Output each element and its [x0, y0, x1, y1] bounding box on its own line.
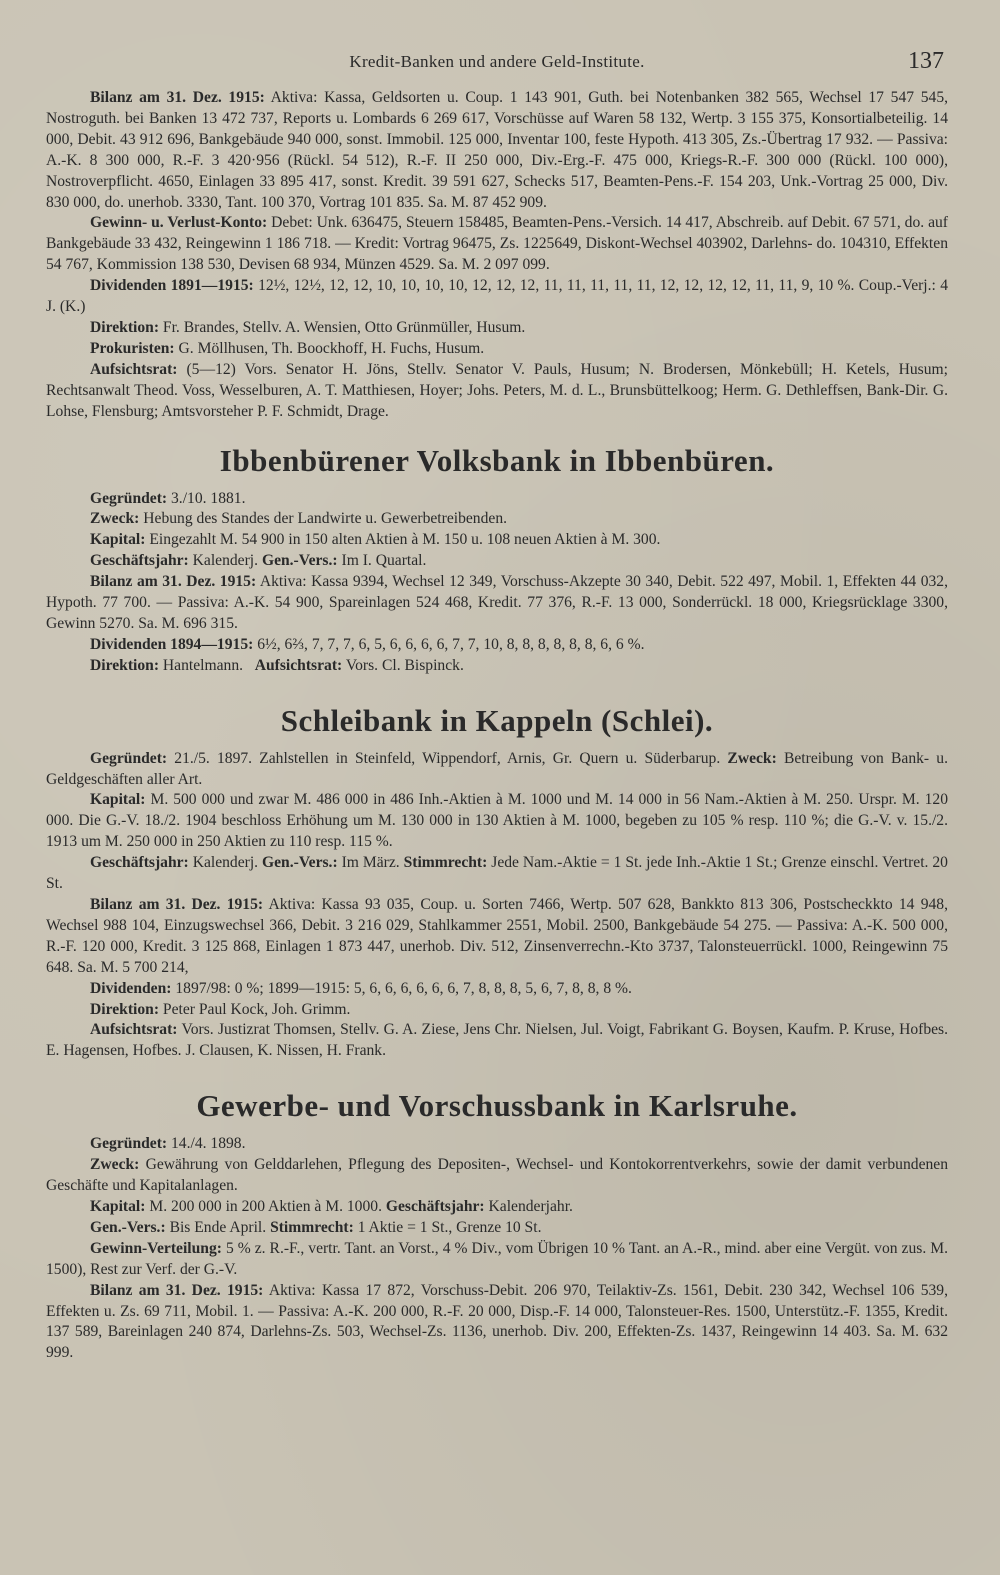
- entry-ibbenbueren: [46, 443, 948, 677]
- bilanz-label: Bilanz am 31. Dez. 1915:: [90, 1281, 264, 1299]
- zweck-paragraph: [46, 509, 948, 530]
- kapital-text: Eingezahlt M. 54 900 in 150 alten Aktien à M. 150 u. 108 neuen Aktien à M. 300.: [149, 531, 661, 549]
- entry-heading: Schleibank in Kappeln (Schlei).: [280, 702, 714, 738]
- dividenden-label: Dividenden:: [90, 979, 172, 997]
- genvers-text: Bis Ende April.: [169, 1218, 267, 1236]
- bilanz-paragraph: [46, 572, 948, 635]
- direktion-label: Direktion:: [90, 318, 160, 336]
- bilanz-label: Bilanz am 31. Dez. 1915:: [90, 573, 257, 591]
- kapital-label: Kapital:: [90, 1197, 146, 1215]
- guv-paragraph: [46, 213, 948, 276]
- gegruendet-text: 3./10. 1881.: [171, 489, 246, 507]
- entry-heading: Ibbenbürener Volksbank in Ibbenbüren.: [219, 442, 775, 478]
- kapital-paragraph: [46, 1197, 948, 1218]
- geschaeftsjahr-text: Kalenderj.: [192, 854, 259, 872]
- zweck-paragraph: [46, 1155, 948, 1197]
- bilanz-label: Bilanz am 31. Dez. 1915:: [90, 89, 265, 106]
- direktion-label: Direktion:: [90, 656, 160, 674]
- dividenden-paragraph: [46, 635, 948, 656]
- prokuristen-text: G. Möllhusen, Th. Boockhoff, H. Fuchs, Husum.: [178, 339, 485, 357]
- gegruendet-label: Gegründet:: [90, 489, 168, 507]
- page-number: 137: [908, 48, 944, 74]
- genvers-label: Gen.-Vers.:: [262, 854, 338, 872]
- gegruendet-label: Gegründet:: [90, 749, 168, 767]
- kapital-label: Kapital:: [90, 791, 146, 809]
- stimmrecht-label: Stimmrecht:: [403, 854, 488, 872]
- geschaeftsjahr-label: Geschäftsjahr:: [90, 552, 189, 570]
- running-head-title: Kredit-Banken und andere Geld-Institute.: [349, 52, 645, 71]
- dividenden-text: 6½, 6⅔, 7, 7, 7, 6, 5, 6, 6, 6, 6, 7, 7, 10, 8, 8, 8, 8, 8, 8, 6, 6 %.: [257, 635, 645, 653]
- zweck-label: Zweck:: [90, 1156, 140, 1174]
- gegruendet-paragraph: [46, 489, 948, 510]
- direktion-text: Hantelmann.: [162, 656, 244, 674]
- guv-label: Gewinn- u. Verlust-Konto:: [90, 214, 268, 232]
- stimmrecht-text: Jede Nam.-Aktie = 1 St. jede Inh.-Aktie 1 St.; Grenze einschl. Vertret. 20 St.: [46, 854, 948, 893]
- prokuristen-label: Prokuristen:: [90, 339, 175, 357]
- gewinnverteilung-label: Gewinn-Verteilung:: [90, 1239, 222, 1257]
- guv-text: Debet: Unk. 636475, Steuern 158485, Beamten-Pens.-Versich. 14 417, Abschreib. auf Debit. 67 571, do. auf Bankgebäude 33 432, Reingewinn 1 186 718. — Kredit: Vortrag 96475, Zs. 1225649, Diskont-Wechsel 403902, Darlehns- do. 104310, Effekten 54 767, Kommission 138 530, Devisen 68 934, Münzen 4529. Sa. M. 2 097 099.: [46, 214, 948, 274]
- geschaeftsjahr-text: Kalenderjahr.: [488, 1197, 573, 1215]
- bilanz-text: Aktiva: Kassa 93 035, Coup. u. Sorten 7466, Wertp. 507 628, Bankkto 813 306, Postscheckkto 14 948, Wechsel 988 104, Einzugswechsel 366, Debit. 3 216 029, Stahlkammer 2551, Mobil. 2500, Bankgebäude 54 275. — Passiva: A.-K. 500 000, R.-F. 120 000, Kredit. 3 125 868, Einlagen 1 873 447, unerhob. Div. 512, Zinsenverrechn.-Kto 3737, Talonsteuerrückl. 1000, Reingewinn 75 648. Sa. M. 5 700 214,: [46, 896, 949, 976]
- gegruendet-text: 14./4. 1898.: [171, 1135, 246, 1153]
- aufsichtsrat-label: Aufsichtsrat:: [254, 656, 343, 674]
- genvers-paragraph: [46, 1218, 948, 1239]
- gegruendet-label: Gegründet:: [90, 1135, 168, 1153]
- genvers-label: Gen.-Vers.:: [261, 552, 338, 570]
- gegruendet-paragraph: [46, 1134, 948, 1155]
- aufsichtsrat-label: Aufsichtsrat:: [90, 360, 178, 378]
- kapital-paragraph: [46, 530, 948, 551]
- genvers-text: Im I. Quartal.: [341, 552, 427, 570]
- geschaeftsjahr-text: Kalenderj.: [192, 552, 259, 570]
- entry-kappeln: [46, 703, 948, 1063]
- direktion-text: Peter Paul Kock, Joh. Grimm.: [162, 1000, 351, 1018]
- running-head: [46, 46, 948, 80]
- direktion-text: Fr. Brandes, Stellv. A. Wensien, Otto Grünmüller, Husum.: [162, 318, 526, 336]
- bilanz-text: Aktiva: Kassa 9394, Wechsel 12 349, Vorschuss-Akzepte 30 340, Debit. 522 497, Mobil. 1, Effekten 44 032, Hypoth. 77 700. — Passiva: A.-K. 54 900, Spareinlagen 524 468, Kredit. 77 376, R.-F. 13 000, Sonderrückl. 18 000, Kriegsrücklage 3300, Gewinn 5270. Sa. M. 696 315.: [46, 573, 948, 632]
- aufsichtsrat-text: Vors. Cl. Bispinck.: [345, 656, 464, 674]
- dividenden-text: 12½, 12½, 12, 12, 10, 10, 10, 10, 12, 12, 12, 11, 11, 11, 11, 11, 12, 12, 12, 12, 11, 11, 9, 10 %. Coup.-Verj.: 4 J. (K.): [46, 277, 949, 316]
- entry-husum: [46, 88, 948, 423]
- zweck-text: Gewährung von Gelddarlehen, Pflegung des Depositen-, Wechsel- und Kontokorrentverkehrs, sowie der damit verbundenen Geschäfte und Kapitalanlagen.: [46, 1156, 949, 1195]
- aufsichtsrat-text: Vors. Justizrat Thomsen, Stellv. G. A. Ziese, Jens Chr. Nielsen, Jul. Voigt, Fabrikant G. Boysen, Kaufm. P. Kruse, Hofbes. E. Hagensen, Hofbes. J. Clausen, K. Nissen, H. Frank.: [46, 1021, 949, 1060]
- aufsichtsrat-text: (5—12) Vors. Senator H. Jöns, Stellv. Senator V. Pauls, Husum; N. Brodersen, Mönkebüll; H. Ketels, Husum; Rechtsanwalt Theod. Voss, Wesselburen, A. T. Matthiesen, Hoyer; Johs. Peters, M. d. L., Brunsbüttelkoog; Herm. G. Dethleffsen, Bank-Dir. G. Lohse, Flensburg; Amtsvorsteher P. F. Schmidt, Drage.: [46, 360, 948, 420]
- bilanz-paragraph: [46, 895, 948, 979]
- aufsichtsrat-paragraph: [46, 1020, 948, 1062]
- entry-karlsruhe: [46, 1088, 948, 1364]
- dividenden-label: Dividenden 1891—1915:: [90, 277, 254, 295]
- geschaeftsjahr-paragraph: [46, 853, 948, 895]
- direktion-paragraph: [46, 1000, 948, 1021]
- stimmrecht-label: Stimmrecht:: [270, 1218, 354, 1236]
- gegruendet-text: 21./5. 1897. Zahlstellen in Steinfeld, Wippendorf, Arnis, Gr. Quern u. Süderbarup.: [174, 749, 721, 767]
- geschaeftsjahr-paragraph: [46, 551, 948, 572]
- direktion-paragraph: [46, 318, 948, 339]
- direktion-label: Direktion:: [90, 1000, 160, 1018]
- zweck-text: Betreibung von Bank- u. Geldgeschäften aller Art.: [46, 749, 948, 788]
- geschaeftsjahr-label: Geschäftsjahr:: [90, 854, 189, 872]
- bilanz-text: Aktiva: Kassa, Geldsorten u. Coup. 1 143 901, Guth. bei Notenbanken 382 565, Wechsel 17 547 545, Nostroguth. bei Banken 13 472 737, Reports u. Lombards 6 269 617, Vorschüsse auf Waren 58 132, Wertp. 3 155 375, Konsortialbeteilig. 14 000, Debit. 43 912 696, Bankgebäude 940 000, sonst. Immobil. 125 000, Inventar 100, feste Hypoth. 413 305, Zs.-Übertrag 17 932. — Passiva: A.-K. 8 300 000, R.-F. 3 420·956 (Rückl. 54 512), R.-F. II 250 000, Div.-Erg.-F. 475 000, Kriegs-R.-F. 300 000 (Rückl. 100 000), Nostroverpflicht. 4650, Einlagen 33 895 417, sonst. Kredit. 39 591 627, Schecks 517, Beamten-Pens.-F. 154 203, Unk.-Vortrag 25 000, Div. 830 000, do. unerhob. 3330, Tant. 100 370, Vortrag 101 835. Sa. M. 87 452 909.: [46, 89, 949, 211]
- kapital-label: Kapital:: [90, 531, 146, 549]
- genvers-text: Im März.: [341, 854, 400, 872]
- zweck-text: Hebung des Standes der Landwirte u. Gewerbetreibenden.: [143, 510, 508, 528]
- genvers-label: Gen.-Vers.:: [90, 1218, 166, 1236]
- kapital-paragraph: [46, 790, 948, 853]
- gegruendet-paragraph: [46, 749, 948, 791]
- bilanz-paragraph: [46, 88, 948, 213]
- bilanz-paragraph: [46, 1281, 948, 1365]
- entry-heading: Gewerbe- und Vorschussbank in Karlsruhe.: [196, 1088, 798, 1124]
- gewinnverteilung-text: 5 % z. R.-F., vertr. Tant. an Vorst., 4 % Div., vom Übrigen 10 % Tant. an A.-R., mind. aber eine Vergüt. von zus. M. 1500), Rest zur Verf. der G.-V.: [46, 1239, 948, 1278]
- dividenden-label: Dividenden 1894—1915:: [90, 635, 254, 653]
- stimmrecht-text: 1 Aktie = 1 St., Grenze 10 St.: [357, 1218, 542, 1236]
- direktion-paragraph: [46, 656, 948, 677]
- prokuristen-paragraph: [46, 339, 948, 360]
- zweck-label: Zweck:: [727, 749, 777, 767]
- bilanz-label: Bilanz am 31. Dez. 1915:: [90, 896, 264, 913]
- aufsichtsrat-paragraph: [46, 360, 948, 423]
- bilanz-text: Aktiva: Kassa 17 872, Vorschuss-Debit. 206 970, Teilaktiv-Zs. 1561, Debit. 230 342, Wechsel 106 539, Effekten u. Zs. 69 711, Mobil. 1. — Passiva: A.-K. 200 000, R.-F. 20 000, Disp.-F. 14 000, Talonsteuer-Res. 1500, Unterstütz.-F. 1355, Kredit. 137 589, Bareinlagen 240 874, Darlehns-Zs. 503, Wechsel-Zs. 1136, unerhob. Div. 200, Effekten-Zs. 1437, Reingewinn 14 403. Sa. M. 632 999.: [46, 1281, 949, 1362]
- dividenden-paragraph: [46, 979, 948, 1000]
- kapital-text: M. 200 000 in 200 Aktien à M. 1000.: [149, 1197, 382, 1215]
- kapital-text: M. 500 000 und zwar M. 486 000 in 486 Inh.-Aktien à M. 1000 und M. 14 000 in 56 Nam.-Aktien à M. 250. Urspr. M. 120 000. Die G.-V. 18./2. 1904 beschloss Erhöhung um M. 130 000 in 130 Aktien à M. 1000, begeben zu 105 % resp. 110 %; die G.-V. v. 15./2. 1913 um M. 250 000 in 250 Aktien zu 110 resp. 115 %.: [46, 791, 949, 851]
- aufsichtsrat-label: Aufsichtsrat:: [90, 1021, 178, 1039]
- dividenden-text: 1897/98: 0 %; 1899—1915: 5, 6, 6, 6, 6, 6, 6, 7, 8, 8, 8, 5, 6, 7, 8, 8, 8 %.: [175, 979, 632, 997]
- gewinnverteilung-paragraph: [46, 1239, 948, 1281]
- dividenden-paragraph: [46, 276, 948, 318]
- geschaeftsjahr-label: Geschäftsjahr:: [385, 1197, 485, 1215]
- zweck-label: Zweck:: [90, 510, 140, 528]
